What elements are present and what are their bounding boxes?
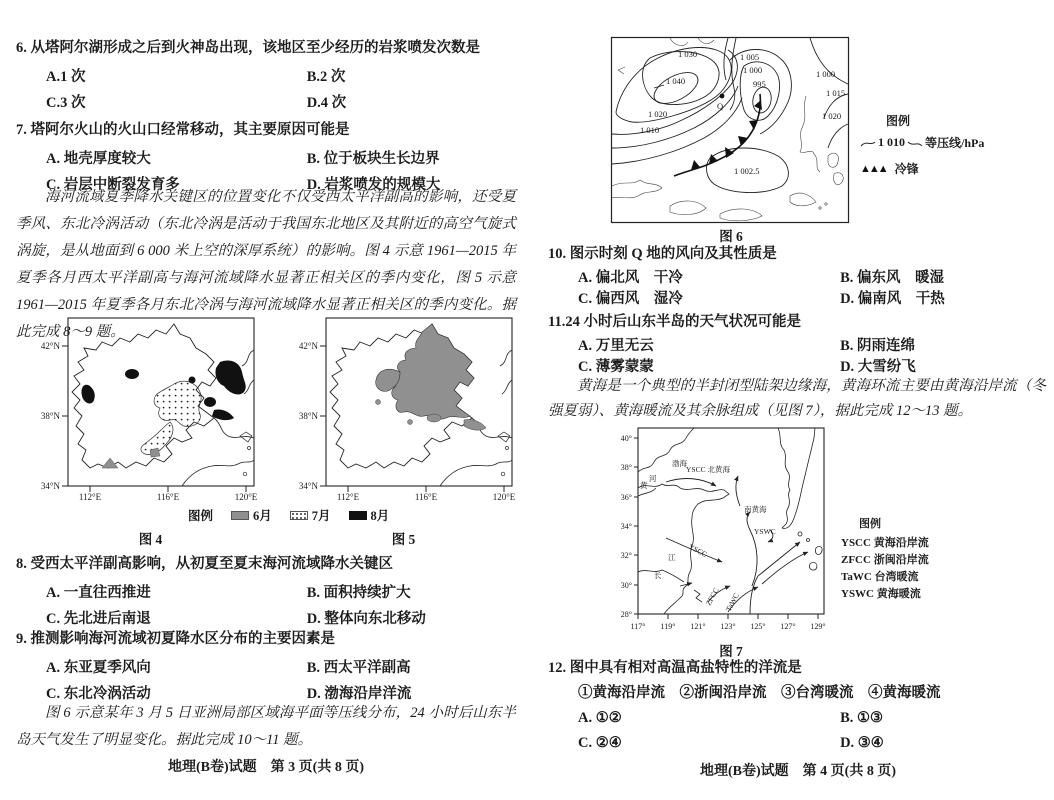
- yscc-south-label: YSCC: [687, 541, 709, 559]
- legend-item: ZFCC 浙闽沿岸流: [841, 554, 929, 566]
- bohai-sea-label: 渤海: [672, 459, 687, 468]
- lon-label: 112°E: [78, 492, 102, 502]
- question-options: [16, 580, 520, 632]
- question-12: [548, 656, 1046, 756]
- figure-7-caption: 图 7: [719, 644, 743, 659]
- option-a: A. 万里无云: [578, 338, 654, 354]
- lon-label: 121°: [690, 622, 706, 631]
- figure-6-caption: 图 6: [719, 229, 743, 244]
- tawc-label: TaWC: [723, 591, 741, 613]
- lat-label: 34°N: [40, 481, 60, 491]
- lon-label: 119°: [660, 622, 676, 631]
- isobar-label: 1 030: [678, 49, 698, 59]
- isobar-label: 1 005: [740, 52, 760, 62]
- august-swatch: [349, 511, 367, 520]
- figure-6-isobar-map: [610, 36, 850, 224]
- legend-item-july: 7月: [290, 506, 331, 524]
- lon-label: 120°E: [234, 492, 258, 502]
- figure-7-currents-map: [602, 424, 827, 636]
- lon-label: 127°: [780, 622, 796, 631]
- figure-7-block: [602, 424, 929, 636]
- figure-4-caption: 图 4: [138, 532, 163, 547]
- question-9: [16, 627, 520, 707]
- question-stem: 12. 图中具有相对高温高盐特性的洋流是: [548, 660, 802, 676]
- lat-label: 42°N: [40, 341, 60, 351]
- legend-item: YSCC 黄海沿岸流: [841, 537, 929, 549]
- legend-item: TaWC 台湾暖流: [841, 571, 919, 583]
- option-a: A. 一直往西推进: [46, 585, 151, 601]
- yellow-river-label: 黄: [640, 481, 648, 490]
- legend-title: 图例: [886, 114, 911, 128]
- lon-label: 120°E: [492, 492, 516, 502]
- lon-label: 125°: [750, 622, 766, 631]
- option-a: A.1 次: [46, 69, 86, 85]
- option-d: D.4 次: [306, 95, 347, 111]
- option-b: B. 阴雨连绵: [840, 338, 915, 354]
- yangtze-label: 江: [668, 553, 676, 562]
- isobar-label: 1 010: [640, 125, 660, 135]
- july-swatch: [290, 511, 308, 520]
- isobar-squiggle-icon: [860, 137, 876, 149]
- passage-figure6-intro: 图 6 示意某年 3 月 5 日亚洲局部区域海平面等压线分布，24 小时后山东半岛天气发生了明显变化。据此完成 10～11 题。: [16, 705, 516, 748]
- isobar-squiggle-icon: [907, 137, 923, 149]
- figure-captions: [24, 528, 530, 548]
- option-b: B. ①③: [840, 710, 883, 726]
- question-stem: 6. 从塔阿尔湖形成之后到火神岛出现，该地区至少经历的岩浆喷发次数是: [16, 40, 480, 56]
- question-6: [16, 36, 520, 116]
- lat-label: 36°: [620, 493, 632, 502]
- yellow-river-label: 河: [649, 474, 657, 483]
- question-11: [548, 312, 1046, 378]
- question-stem: 10. 图示时刻 Q 地的风向及其性质是: [548, 246, 777, 262]
- lat-label: 34°: [620, 522, 632, 531]
- lon-label: 117°: [630, 622, 646, 631]
- page-footer-left: 地理(B卷)试题 第 3 页(共 8 页): [168, 760, 364, 775]
- isobar-label: 1 020: [648, 109, 668, 119]
- figure-7-legend: [841, 424, 929, 636]
- lat-label: 42°N: [298, 341, 318, 351]
- option-c: C. ②④: [578, 735, 622, 751]
- legend-title: 图例: [859, 518, 881, 530]
- lat-label: 32°: [620, 551, 632, 560]
- lat-label: 38°N: [298, 411, 318, 421]
- option-a: A. ①②: [578, 710, 622, 726]
- option-c: C. 先北进后南退: [46, 611, 151, 627]
- option-b: B.2 次: [306, 69, 346, 85]
- figure-6-block: [610, 36, 984, 224]
- figure-4-map: [24, 316, 272, 508]
- question-options: [16, 64, 520, 116]
- isobar-label: 995: [753, 79, 766, 89]
- passage-haihe-basin: 海河流域夏季降水关键区的位置变化不仅受西太平洋副高的影响，还受夏季风、东北冷涡活动（东北冷涡是活动于我国东北地区及其附近的高空气旋式涡旋，是从地面到 6 000 米上空的深厚系统）的影响。图 4 示意 1961—2015 年夏季各月西太平洋副高与海河流域降水显著正相关区的季内变化，图 5 示意 1961—2015 年夏季各月东北冷涡与海河流域降水显著正相关区的季内变化。据此完成 8～9 题。: [16, 189, 516, 340]
- figure-5-caption: 图 5: [391, 532, 416, 547]
- option-c: C. 薄雾蒙蒙: [578, 359, 654, 375]
- point-q-marker: [720, 94, 725, 99]
- june-swatch: [231, 511, 249, 520]
- option-d: D. 岩浆喷发的规模大: [306, 177, 441, 193]
- option-d: D. 渤海沿岸洋流: [306, 686, 412, 702]
- option-b: B. 偏东风 暖湿: [840, 270, 944, 286]
- yswc-label: YSWC: [754, 527, 776, 536]
- isobar-label: 1 020: [822, 111, 842, 121]
- option-c: C. 东北冷涡活动: [46, 686, 151, 702]
- isobar-label: 1 000: [816, 69, 836, 79]
- option-b: B. 位于板块生长边界: [306, 151, 440, 167]
- lon-label: 116°E: [156, 492, 180, 502]
- option-d: D. 大雪纷飞: [840, 359, 916, 375]
- option-d: D. 整体向东北移动: [306, 611, 426, 627]
- point-q-label: Q: [717, 101, 724, 111]
- legend-item: YSWC 黄海暖流: [841, 588, 921, 600]
- lat-label: 38°: [620, 463, 632, 472]
- lat-label: 30°: [620, 581, 632, 590]
- cold-front-icon: ▲▲▲: [860, 162, 887, 175]
- lon-label: 116°E: [414, 492, 438, 502]
- passage-yellow-sea: 黄海是一个典型的半封闭型陆架边缘海，黄海环流主要由黄海沿岸流（冬强夏弱）、黄海暖流及其余脉组成（见图 7），据此完成 12～13 题。: [548, 378, 1046, 419]
- lat-label: 40°: [620, 434, 632, 443]
- option-b: B. 面积持续扩大: [306, 585, 411, 601]
- question-stem: 9. 推测影响海河流域初夏降水区分布的主要因素是: [16, 631, 335, 647]
- figure-5-map: [282, 316, 530, 508]
- isobar-label: 1 002.5: [734, 166, 760, 176]
- lon-label: 129°: [810, 622, 826, 631]
- option-a: A. 偏北风 干冷: [578, 270, 683, 286]
- south-yellow-sea-label: 南黄海: [744, 505, 767, 514]
- option-b: B. 西太平洋副高: [306, 660, 411, 676]
- yscc-north-label: YSCC 北黄海: [686, 465, 730, 474]
- question-stem: 7. 塔阿尔火山的火山口经常移动，其主要原因可能是: [16, 122, 350, 138]
- question-options: [548, 706, 1046, 756]
- cold-front-triangles: [691, 100, 762, 170]
- legend-item-june: 6月: [231, 506, 272, 524]
- figure-4-5-row: [24, 316, 530, 508]
- cold-front-legend-sample: ▲▲▲ 冷锋: [860, 162, 919, 176]
- question-sub-items: ①黄海沿岸流 ②浙闽沿岸流 ③台湾暖流 ④黄海暖流: [578, 685, 941, 701]
- option-c: C. 岩层中断裂发育多: [46, 177, 180, 193]
- zfcc-label: ZFCC: [703, 586, 721, 607]
- question-10: [548, 244, 1046, 310]
- option-a: A. 东亚夏季风向: [46, 660, 151, 676]
- option-c: C.3 次: [46, 95, 86, 111]
- figure-6-legend: [860, 36, 984, 224]
- page-footer-right: 地理(B卷)试题 第 4 页(共 8 页): [700, 764, 896, 779]
- option-d: D. ③④: [840, 735, 884, 751]
- legend-item-august: 8月: [349, 506, 390, 524]
- option-c: C. 偏西风 湿冷: [578, 291, 683, 307]
- legend-title: 图例: [188, 509, 214, 523]
- figure-4-5-legend: [188, 506, 389, 524]
- question-stem: 11.24 小时后山东半岛的天气状况可能是: [548, 314, 801, 330]
- question-options: [548, 268, 1046, 310]
- lat-label: 34°N: [298, 481, 318, 491]
- yangtze-label: 长: [654, 571, 662, 580]
- isobar-label: 1 015: [826, 88, 846, 98]
- isobar-label: 1 000: [743, 65, 763, 75]
- question-8: [16, 552, 520, 632]
- question-stem: 8. 受西太平洋副高影响，从初夏至夏末海河流域降水关键区: [16, 556, 393, 572]
- question-options: [548, 336, 1046, 378]
- lon-label: 123°: [720, 622, 736, 631]
- isobar-label: 1 040: [666, 76, 686, 86]
- lon-label: 112°E: [336, 492, 360, 502]
- lat-label: 38°N: [40, 411, 60, 421]
- option-a: A. 地壳厚度较大: [46, 151, 151, 167]
- isobar-legend-sample: 1 010 等压线/hPa: [860, 134, 984, 151]
- lat-label: 28°: [620, 610, 632, 619]
- option-d: D. 偏南风 干热: [840, 291, 945, 307]
- august-patch: [215, 360, 245, 394]
